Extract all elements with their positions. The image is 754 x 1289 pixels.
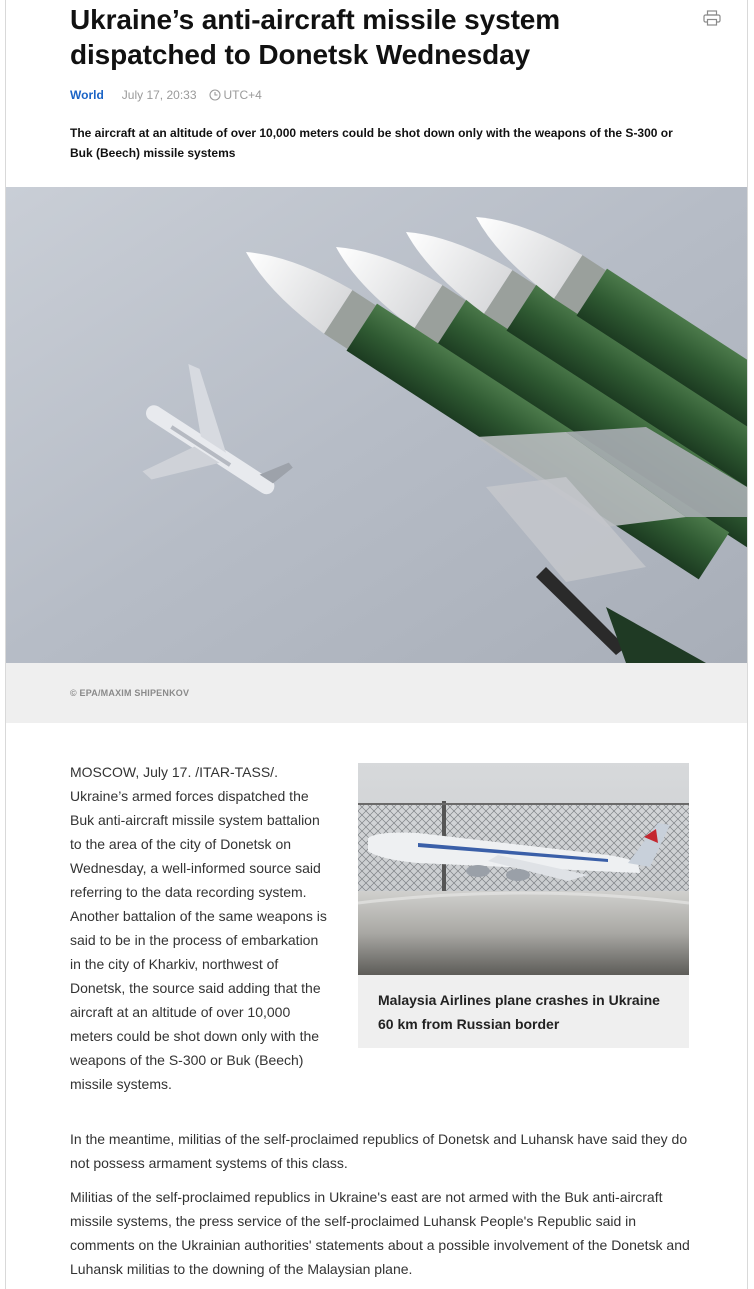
timezone	[209, 88, 262, 102]
article-paragraph: Another battalion of the same weapons is said to be in the process of embarkation in the city of Kharkiv, northwest of Donetsk, the source said adding that the aircraft at an altitude of over 10,000 meters could be shot down only with the weapons of the S-300 or Buk (Beech) missile systems.	[70, 908, 327, 1092]
print-icon[interactable]	[703, 10, 721, 26]
timezone-label: UTC+4	[223, 88, 262, 102]
publish-date: July 17, 20:33	[121, 88, 197, 102]
related-article-thumbnail[interactable]	[358, 763, 689, 975]
article-body-column	[70, 760, 330, 1096]
article-meta	[70, 87, 262, 103]
article-paragraph: MOSCOW, July 17. /ITAR-TASS/. Ukraine’s armed forces dispatched the Buk anti-aircraft missile system battalion to the area of the city of Donetsk on Wednesday, a well-informed source said referring to the data recording system.	[70, 764, 321, 900]
photo-credit: © EPA/MAXIM SHIPENKOV	[70, 688, 190, 698]
photo-caption-bar	[6, 663, 747, 723]
category-link[interactable]: World	[70, 88, 104, 102]
article-frame	[5, 0, 748, 1289]
article-lead: The aircraft at an altitude of over 10,000 meters could be shot down only with the weapons of the S-300 or Buk (Beech) missile systems	[70, 126, 673, 160]
hero-photo	[6, 187, 747, 663]
related-article-card[interactable]	[358, 763, 689, 1048]
headline: Ukraine’s anti-aircraft missile system dispatched to Donetsk Wednesday	[70, 4, 561, 70]
clock-icon	[209, 89, 221, 101]
article-paragraph: In the meantime, militias of the self-proclaimed republics of Donetsk and Luhansk have said they do not possess armament systems of this class.	[70, 1131, 688, 1171]
article-paragraph: Militias of the self-proclaimed republics in Ukraine's east are not armed with the Buk anti-aircraft missile systems, the press service of the self-proclaimed Luhansk People's Republic said in comments on the Ukrainian authorities' statements about a possible involvement of the Donetsk and Luhansk militias to the downing of the Malaysian plane.	[70, 1189, 690, 1277]
related-article-title[interactable]: Malaysia Airlines plane crashes in Ukraine 60 km from Russian border	[378, 992, 660, 1032]
